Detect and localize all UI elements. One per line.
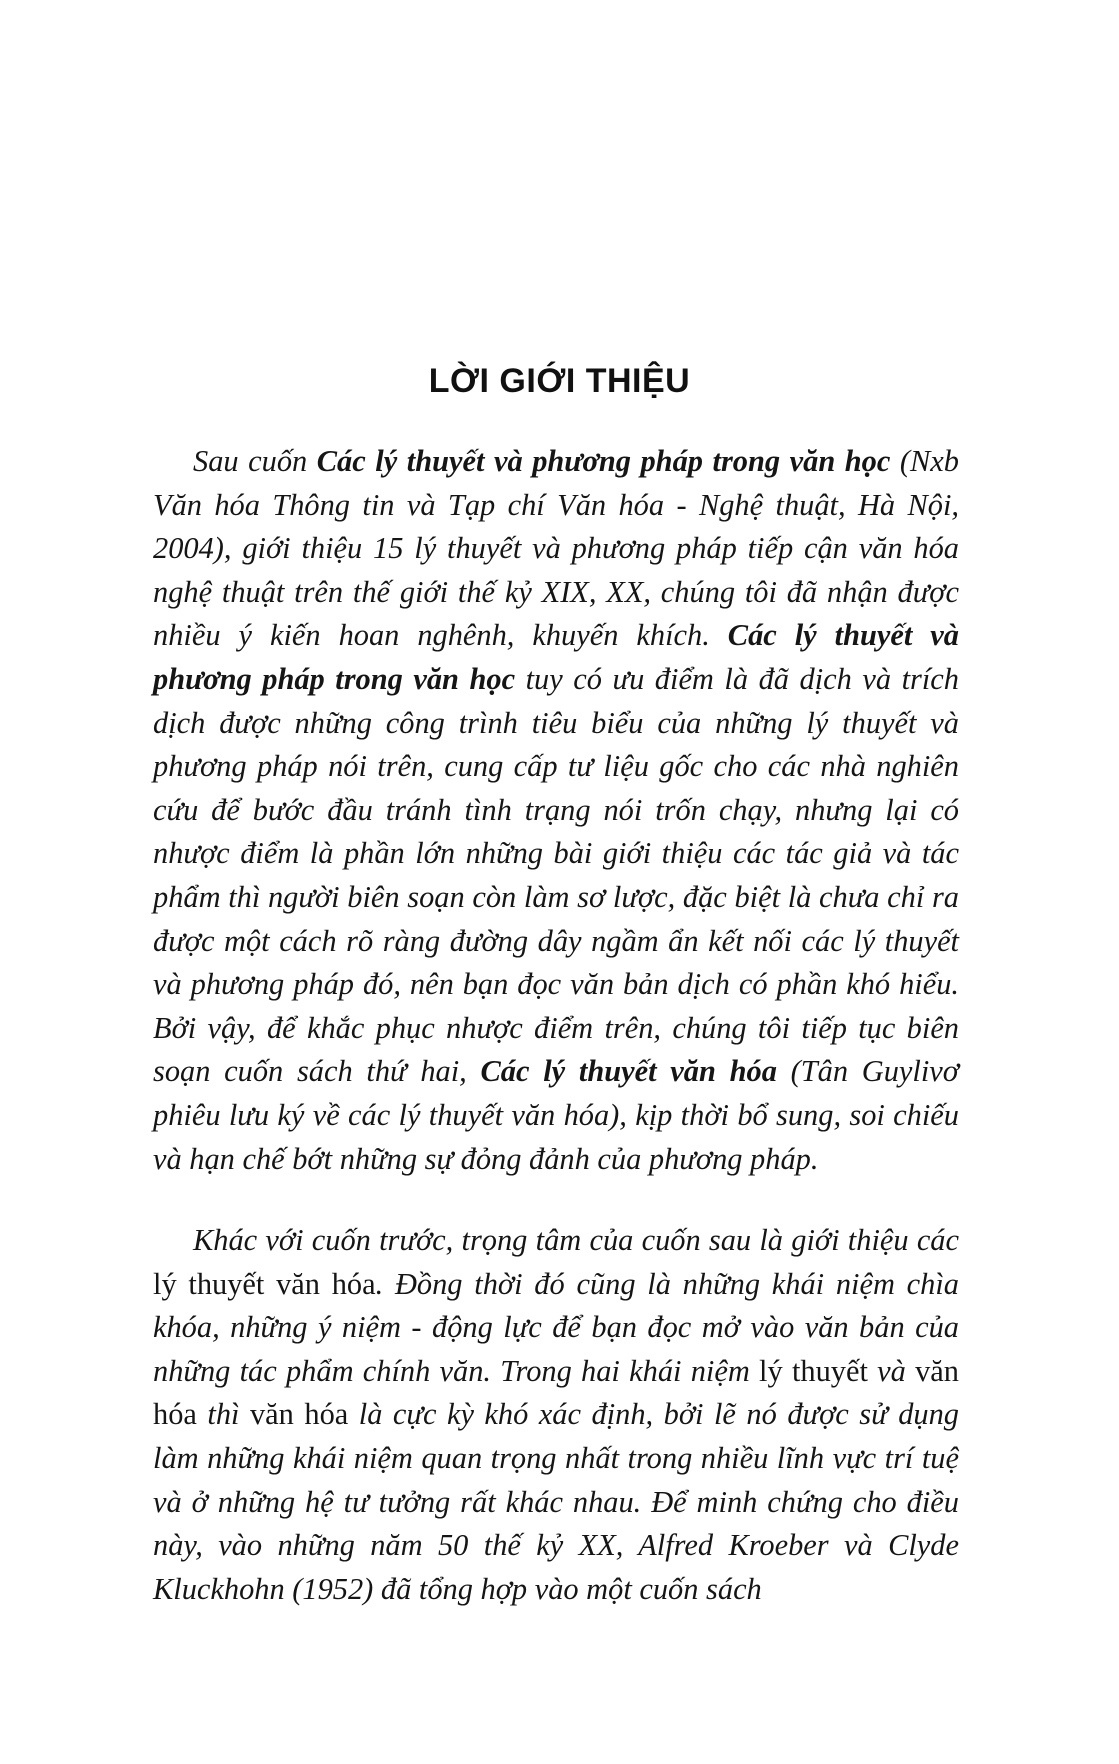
p2-text-5: là cực kỳ khó xác định, bởi lẽ nó được sử dụng làm những khái niệm quan trọng nhất trong nhiều lĩnh vực trí tuệ và ở những hệ tư tưởng rất khác nhau. Để minh chứng cho điều này, vào những năm 50 thế kỷ XX, Alfred Kroeber và Clyde Kluckhohn (1952) đã tổng hợp vào một cuốn sách (153, 1397, 959, 1606)
paragraph-1 (153, 440, 959, 1181)
p1-text-4: (Tân Guylivơ phiêu lưu ký về các lý thuyết văn hóa), kịp thời bổ sung, soi chiếu và hạn chế bớt những sự đỏng đảnh của phương pháp. (153, 1054, 959, 1176)
p1-book-title-3: Các lý thuyết văn hóa (480, 1054, 777, 1089)
p1-book-title-1: Các lý thuyết và phương pháp trong văn học (316, 444, 891, 478)
p2-text-3: và (867, 1353, 916, 1388)
p1-book-title-2: Các lý thuyết và phương pháp trong văn học (153, 618, 959, 696)
p1-text-2: (Nxb Văn hóa Thông tin và Tạp chí Văn hóa - Nghệ thuật, Hà Nội, 2004), giới thiệu 15 lý thuyết và phương pháp tiếp cận văn hóa nghệ thuật trên thế giới thế kỷ XIX, XX, chúng tôi đã nhận được nhiều ý kiến hoan nghênh, khuyến khích. (153, 444, 959, 653)
p2-text-4: thì (196, 1397, 250, 1432)
p2-term-1: lý thuyết văn hóa (153, 1266, 376, 1301)
p2-term-4: văn hóa (249, 1397, 349, 1432)
p1-text-1: Sau cuốn (193, 444, 317, 478)
p2-text-1: Khác với cuốn trước, trọng tâm của cuốn sau là giới thiệu các (193, 1223, 959, 1257)
p2-term-2: lý thuyết (759, 1353, 868, 1388)
p1-text-3: tuy có ưu điểm là đã dịch và trích dịch được những công trình tiêu biểu của những lý thuyết và phương pháp nói trên, cung cấp tư liệu gốc cho các nhà nghiên cứu để bước đầu tránh tình trạng nói trốn chạy, nhưng lại có nhược điểm là phần lớn những bài giới thiệu các tác giả và tác phẩm thì người biên soạn còn làm sơ lược, đặc biệt là chưa chỉ ra được một cách rõ ràng đường dây ngầm ẩn kết nối các lý thuyết và phương pháp đó, nên bạn đọc văn bản dịch có phần khó hiểu. Bởi vậy, để khắc phục nhược điểm trên, chúng tôi tiếp tục biên soạn cuốn sách thứ hai, (153, 661, 959, 1089)
page-title: LỜI GIỚI THIỆU (428, 362, 691, 400)
p2-text-2: . Đồng thời đó cũng là những khái niệm chìa khóa, những ý niệm - động lực để bạn đọc mở vào văn bản của những tác phẩm chính văn. Trong hai khái niệm (153, 1266, 960, 1388)
paragraph-2 (153, 1219, 959, 1611)
p2-term-3: văn hóa (153, 1353, 959, 1432)
